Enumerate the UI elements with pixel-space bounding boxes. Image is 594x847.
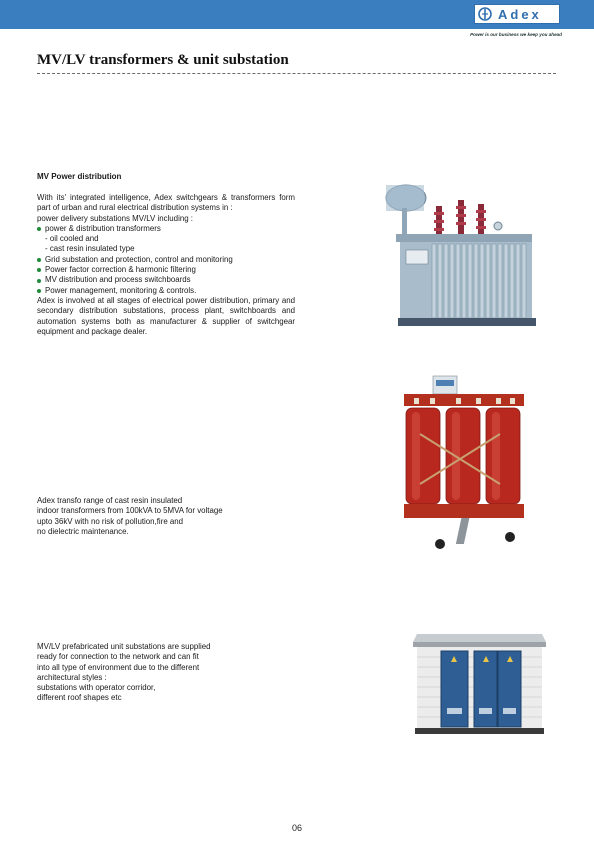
- text-line: into all type of environment due to the different: [37, 662, 200, 672]
- bullet-icon: [37, 268, 41, 272]
- section2-body: [37, 496, 277, 537]
- brand-tagline: Power is our business we keep you ahead: [470, 32, 562, 37]
- list-item: Power management, monitoring & controls.: [37, 286, 295, 296]
- text-line: indoor transformers from 100kVA to 5MVA for voltage: [37, 506, 223, 516]
- oil-transformer-image: [380, 178, 552, 330]
- text-line: substations with operator corridor,: [37, 683, 156, 693]
- intro-paragraph: With its' integrated intelligence, Adex switchgears & transformers form part of urban and rural electrical distribution systems in :: [37, 193, 295, 213]
- bullet-icon: [37, 279, 41, 283]
- unit-substation-image: [411, 632, 548, 736]
- text-line: ready for connection to the network and can fit: [37, 652, 199, 662]
- feature-list: [37, 224, 295, 296]
- list-item: MV distribution and process switchboards: [37, 275, 295, 285]
- text-line: architectural styles :: [37, 672, 107, 682]
- logo-mark-icon: [478, 7, 492, 21]
- text-line: Adex transfo range of cast resin insulated: [37, 496, 183, 505]
- bullet-icon: [37, 258, 41, 262]
- section1-body: [37, 193, 295, 337]
- cast-resin-transformer-image: [400, 374, 530, 552]
- list-subitem: - cast resin insulated type: [45, 244, 135, 254]
- text-line: no dielectric maintenance.: [37, 526, 129, 536]
- list-item: Grid substation and protection, control and monitoring: [37, 255, 295, 265]
- bullet-icon: [37, 227, 41, 231]
- list-subitem: - oil cooled and: [45, 234, 99, 244]
- bullet-icon: [37, 289, 41, 293]
- list-item: power & distribution transformers: [37, 224, 295, 234]
- text-line: different roof shapes etc: [37, 693, 122, 703]
- page-title: MV/LV transformers & unit substation: [37, 52, 289, 68]
- section-heading: MV Power distribution: [37, 172, 122, 181]
- page-number: 06: [291, 823, 302, 833]
- text-line: MV/LV prefabricated unit substations are supplied: [37, 642, 211, 651]
- text-line: upto 36kV with no risk of pollution,fire and: [37, 516, 184, 526]
- brand-logo[interactable]: [474, 4, 560, 24]
- section3-body: [37, 642, 277, 704]
- list-item: Power factor correction & harmonic filtering: [37, 265, 295, 275]
- title-divider: [37, 73, 556, 74]
- closing-paragraph: Adex is involved at all stages of electrical power distribution, primary and secondary distribution substations, process plant, switchboards and automation systems both as manufacturer & supplier of switchgear equipment and package dealer.: [37, 295, 295, 336]
- lead-line: power delivery substations MV/LV including :: [37, 213, 193, 223]
- brand-name: Adex: [498, 6, 542, 22]
